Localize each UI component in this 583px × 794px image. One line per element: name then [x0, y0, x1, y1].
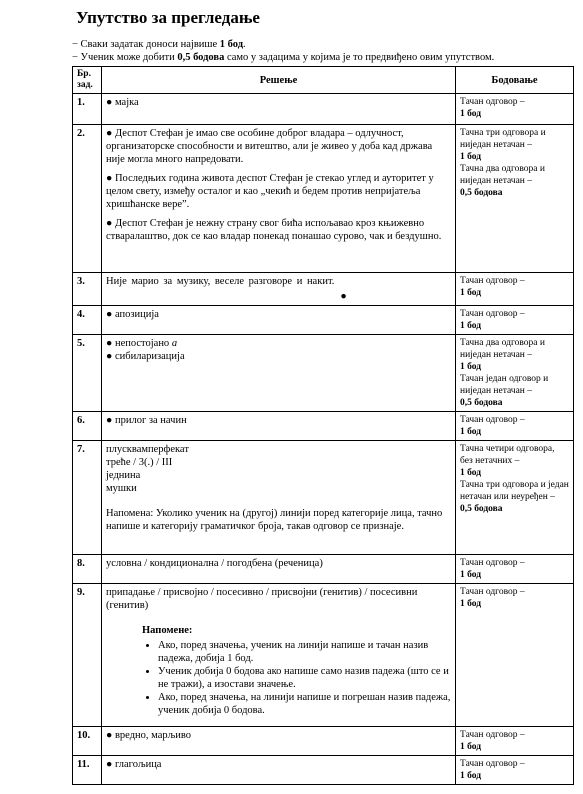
- table-row: 2. ● Деспот Стефан је имао све особине доброг владара – одлучност, организаторске способности и витештво, али је живео у доба кад држава није могла много напредовати. ● Последњих година живота деспот Стефан је стекао углед и ауторитет у целом свету, између осталог и као „чекић и бедем против непријатеља хришћанске вере”. ● Деспот Стефан је нежну страну свог бића испољавао кроз књижевно стваралаштво, док се као владар понекад понашао сурово, чак и бездушно. Тачна три одговора и ниједан нетачан – 1 бод Тачна два одговора и ниједан нетачан – 0,5 бодова: [73, 125, 574, 273]
- table-row: 7. плусквамперфекат треће / 3(.) / III једнина мушки Напомена: Уколико ученик на (другој) линији поред категорије лица, тачно напише и категорију граматичког броја, такав одговор се признаје. Тачна четири одговора, без нетачних – 1 бод Тачна три одговора и један нетачан или неуређен – 0,5 бодова: [73, 441, 574, 555]
- table-row: 3. Није марио за музику, веселе разговоре и накит. ● Тачан одговор – 1 бод: [73, 273, 574, 306]
- grading-table: [72, 66, 574, 785]
- table-header-row: [73, 67, 574, 94]
- intro-line-2: − Ученик може добити 0,5 бодова само у задацима у којима је то предвиђено овим упутством.: [72, 52, 495, 63]
- table-row: 5. ● непостојано а ● сибиларизација Тачна два одговора и ниједан нетачан – 1 бод Тачан један одговор и ниједан нетачан – 0,5 бодова: [73, 335, 574, 412]
- header-solution: Решење: [102, 67, 456, 94]
- notes-list: • Ако, поред значења, ученик на линији напише и тачан назив падежа, добија 1 бод. • Ученик добија 0 бодова ако напише само назив падежа (што се и не тражи), а изостави значење. • Ако, поред значења, на линији напише и погрешан назив падежа, ученик добија 0 бодова.: [106, 639, 451, 717]
- table-row: 4. ● апозиција Тачан одговор – 1 бод: [73, 306, 574, 335]
- table-row: 1. ● мајка Тачан одговор – 1 бод: [73, 94, 574, 125]
- intro-notes: [72, 38, 494, 64]
- table-row: 10. ● вредно, марљиво Тачан одговор – 1 бод: [73, 727, 574, 756]
- table-row: 9. припадање / присвојно / посесивно / присвојни (генитив) / посесивни (генитив) Напомене: • Ако, поред значења, ученик на линији напише и тачан назив падежа, добија 1 бод. • Ученик добија 0 бодова ако напише само назив падежа (што се и не тражи), а изостави значење. • Ако, поред значења, на линији напише и погрешан назив падежа, ученик добија 0 бодова. Тачан одговор – 1 бод: [73, 584, 574, 727]
- table-row: 6. ● прилог за начин Тачан одговор – 1 бод: [73, 412, 574, 441]
- page-title: Упутство за прегледање: [76, 8, 260, 27]
- table-row: 11. ● глагољица Тачан одговор – 1 бод: [73, 756, 574, 785]
- intro-line-1: − Сваки задатак доноси највише 1 бод.: [72, 39, 246, 50]
- header-num: Бр. зад.: [73, 67, 102, 94]
- notes-title: Напомене:: [142, 625, 193, 636]
- answer-marker: ●: [340, 291, 347, 302]
- header-points: Бодовање: [456, 67, 574, 94]
- table-row: 8. условна / кондиционална / погодбена (реченица) Тачан одговор – 1 бод: [73, 555, 574, 584]
- note: Напомена: Уколико ученик на (другој) линији поред категорије лица, тачно напише и категорију граматичког броја, такав одговор се признаје.: [106, 508, 443, 532]
